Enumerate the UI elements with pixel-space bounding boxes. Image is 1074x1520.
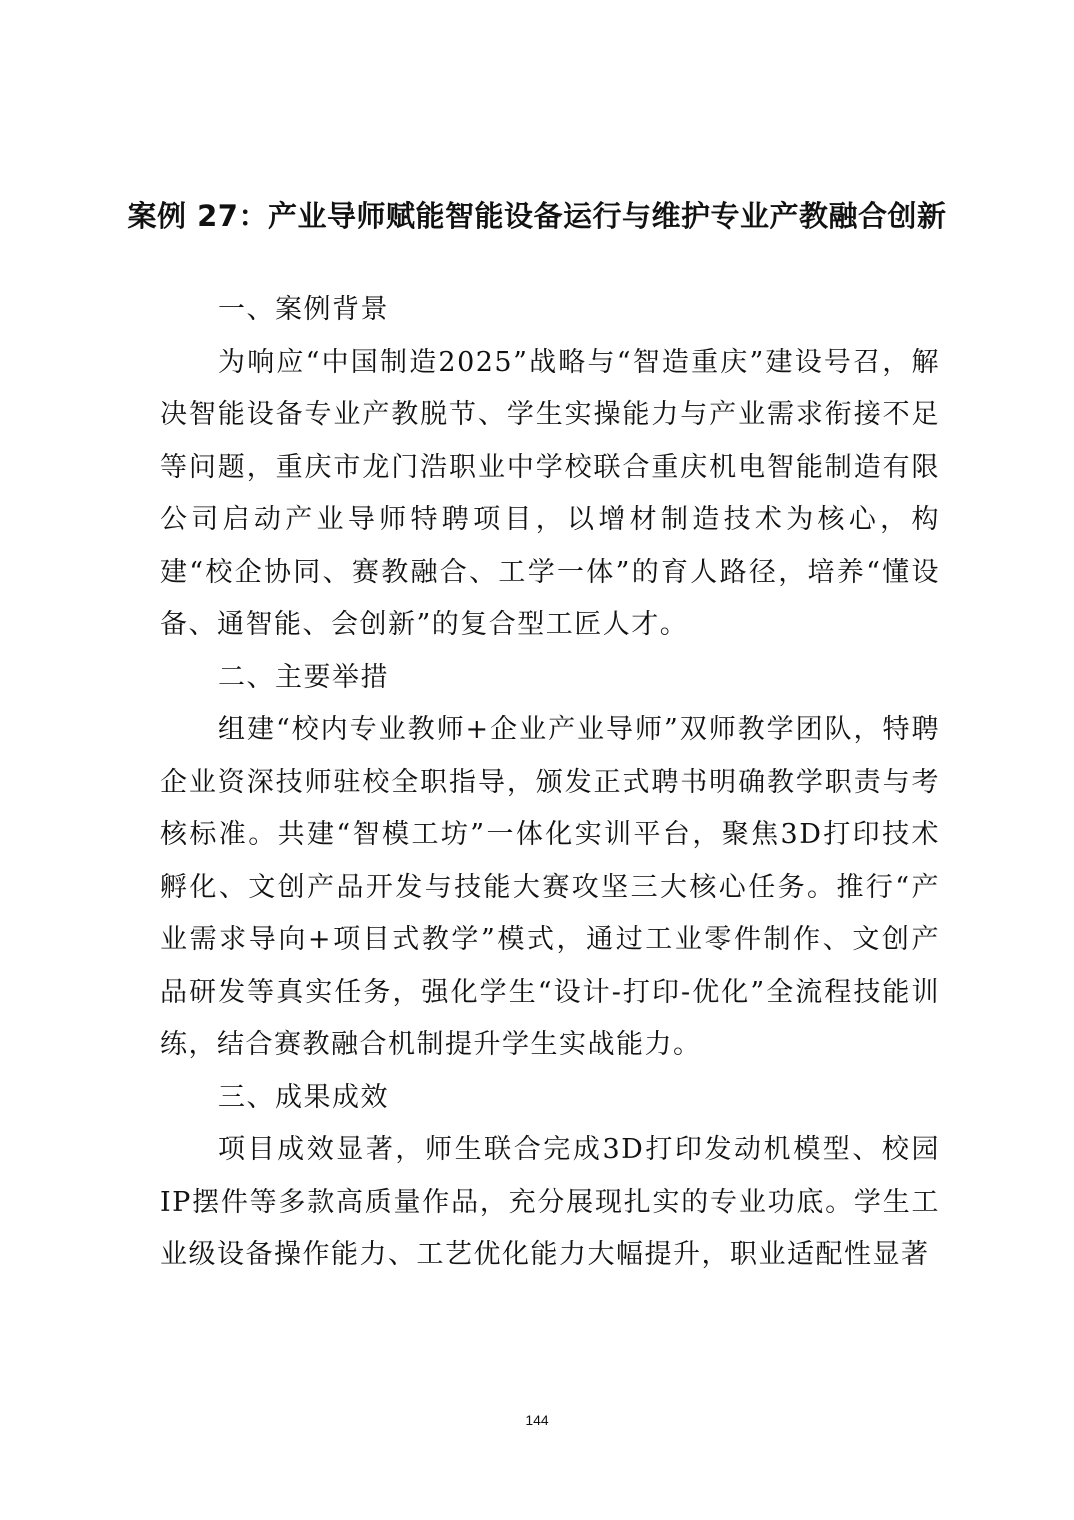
- paragraph-results: 项目成效显著，师生联合完成3D打印发动机模型、校园IP摆件等多款高质量作品，充分展现扎实的专业功底。学生工业级设备操作能力、工艺优化能力大幅提升，职业适配性显著: [160, 1134, 940, 1270]
- paragraph-background: 为响应“中国制造2025”战略与“智造重庆”建设号召，解决智能设备专业产教脱节、学生实操能力与产业需求衔接不足等问题，重庆市龙门浩职业中学校联合重庆机电智能制造有限公司启动产业导师特聘项目，以增材制造技术为核心，构建“校企协同、赛教融合、工学一体”的育人路径，培养“懂设备、通智能、会创新”的复合型工匠人才。: [160, 346, 940, 640]
- section-heading-measures: 二、主要举措: [218, 661, 389, 693]
- document-title: 案例 27：产业导师赋能智能设备运行与维护专业产教融合创新: [127, 199, 947, 233]
- page-number: 144: [525, 1412, 549, 1428]
- section-heading-background: 一、案例背景: [218, 294, 389, 325]
- paragraph-measures: 组建“校内专业教师+企业产业导师”双师教学团队，特聘企业资深技师驻校全职指导，颁发正式聘书明确教学职责与考核标准。共建“智模工坊”一体化实训平台，聚焦3D打印技术孵化、文创产品开发与技能大赛攻坚三大核心任务。推行“产业需求导向+项目式教学”模式，通过工业零件制作、文创产品研发等真实任务，强化学生“设计-打印-优化”全流程技能训练，结合赛教融合机制提升学生实战能力。: [160, 714, 940, 1060]
- section-heading-results: 三、成果成效: [218, 1081, 389, 1113]
- document-body: [160, 284, 940, 1282]
